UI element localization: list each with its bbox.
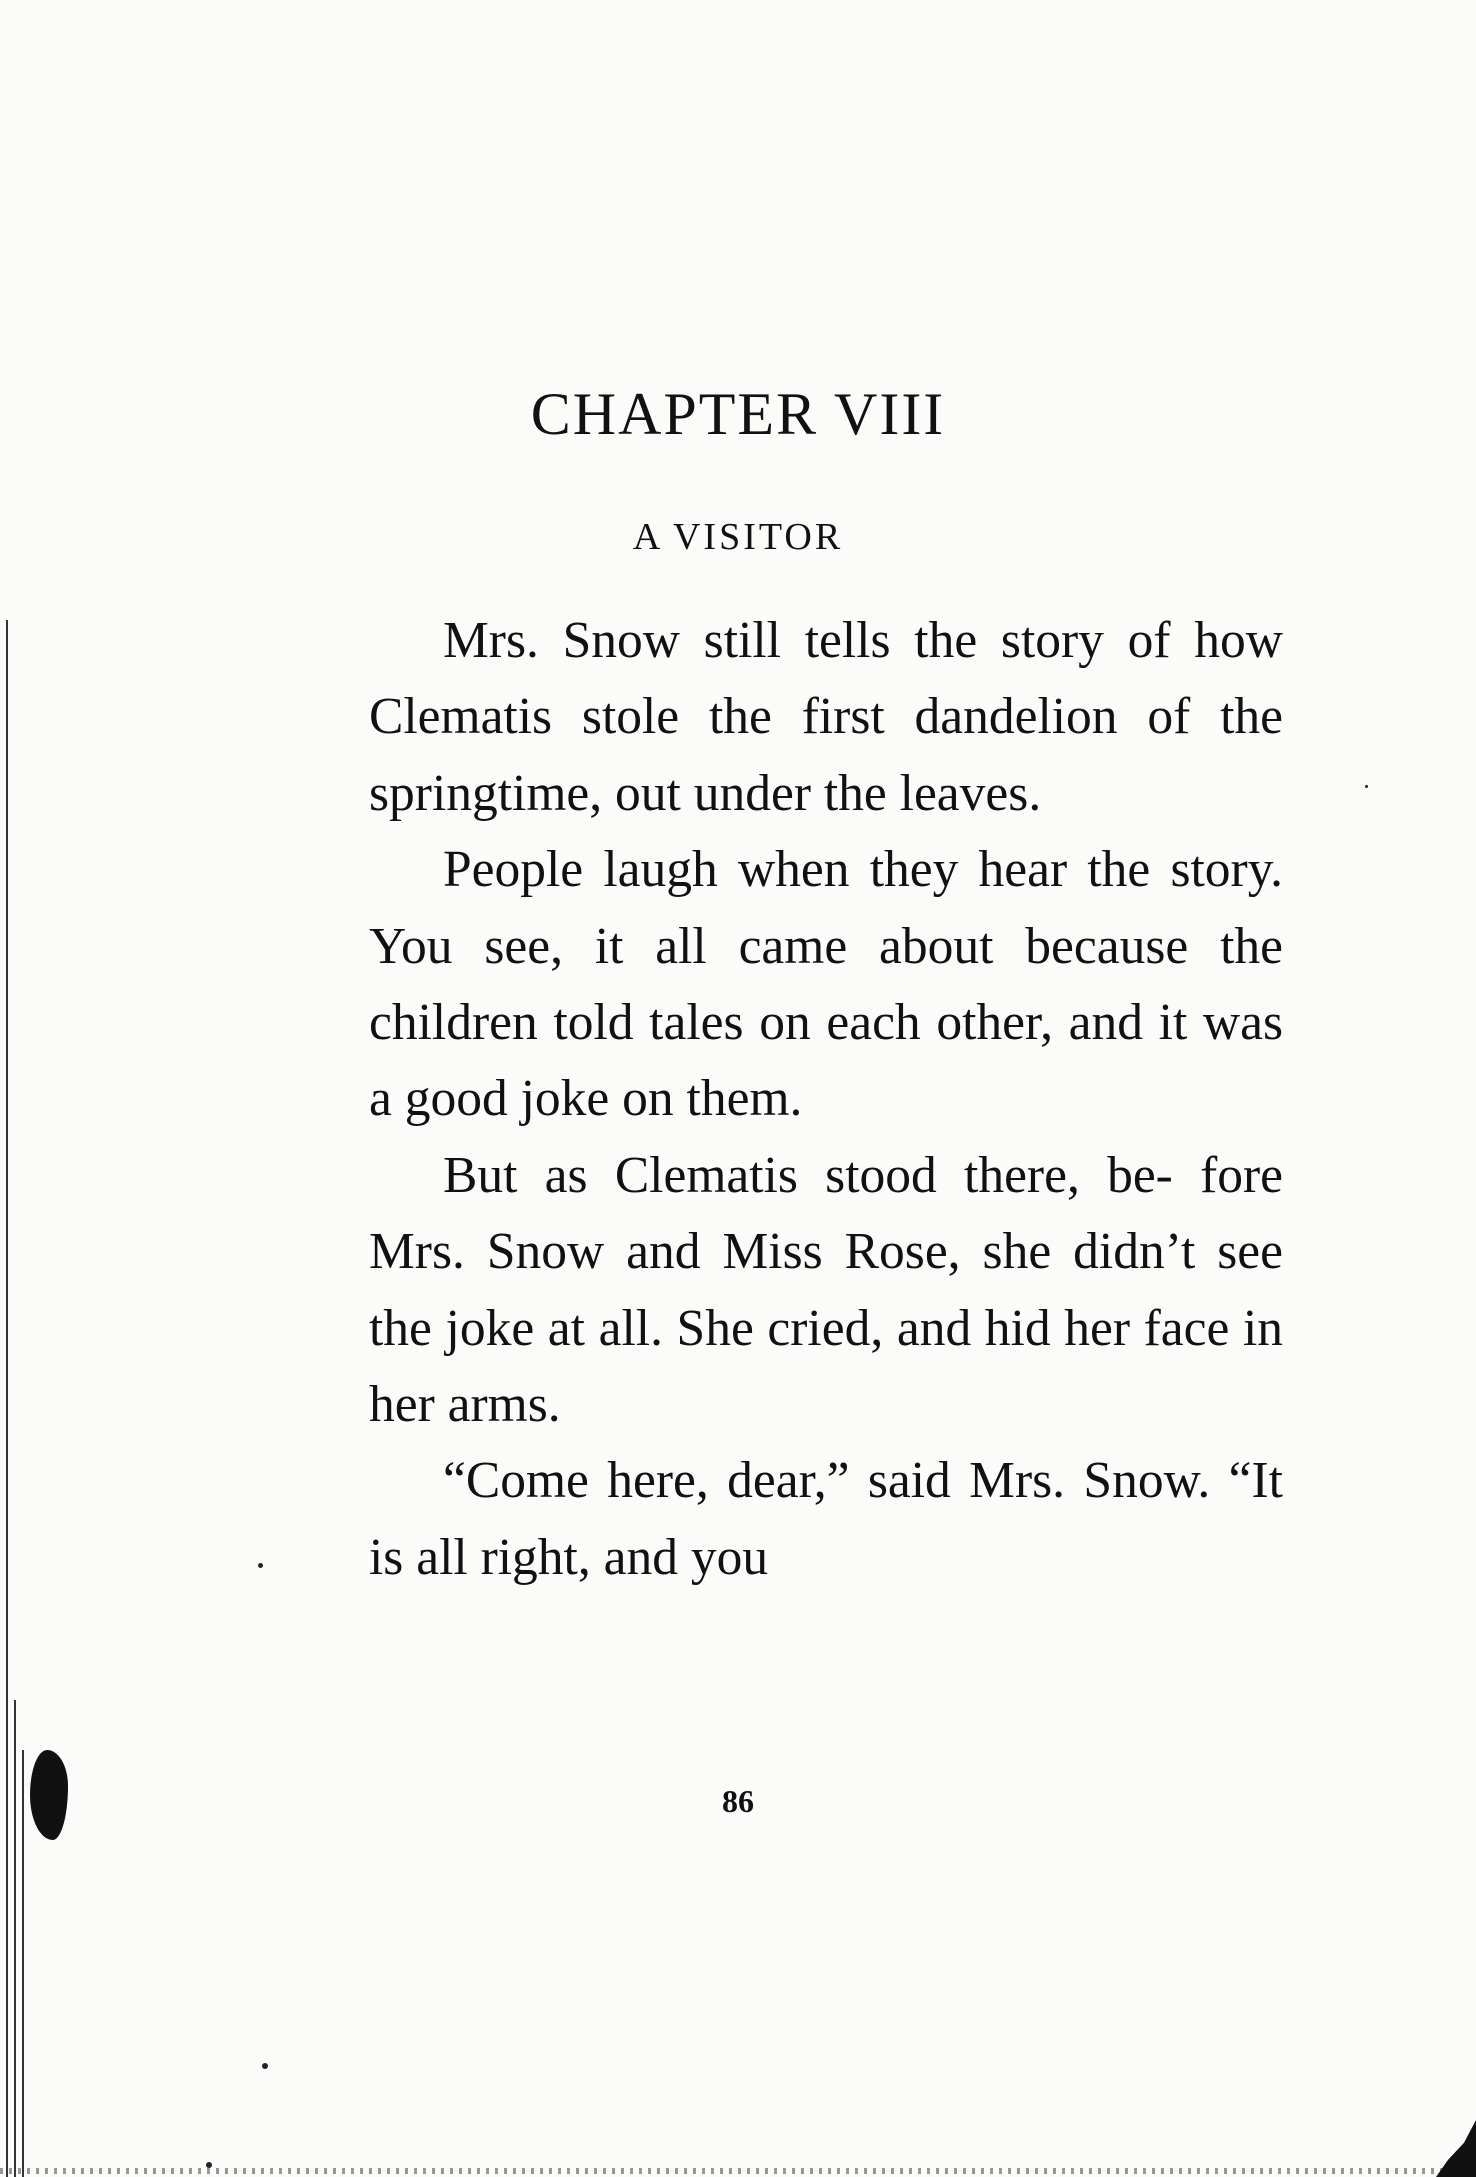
binding-edge-line	[6, 620, 8, 2177]
paragraph: People laugh when they hear the story. You see, it all came about because the children told tales on each other, and it was a good joke on them.	[369, 841, 1283, 1128]
binding-edge-line	[14, 1700, 16, 2177]
body-text	[369, 603, 1283, 1596]
chapter-heading: CHAPTER VIII	[530, 381, 946, 447]
speck	[258, 1563, 263, 1568]
bottom-page-edge	[0, 2168, 1476, 2174]
speck	[1365, 785, 1368, 788]
paragraph: “Come here, dear,” said Mrs. Snow. “It is all right, and you	[369, 1452, 1283, 1586]
page-number: 86	[722, 1783, 754, 1819]
speck	[262, 2063, 268, 2069]
paragraph: Mrs. Snow still tells the story of how Clematis stole the first dandelion of the springtime, out under the leaves.	[369, 612, 1283, 822]
chapter-title: A VISITOR	[632, 516, 844, 558]
paragraph: But as Clematis stood there, be- fore Mrs. Snow and Miss Rose, she didn’t see the joke at all. She cried, and hid her face in her arms.	[369, 1146, 1283, 1434]
